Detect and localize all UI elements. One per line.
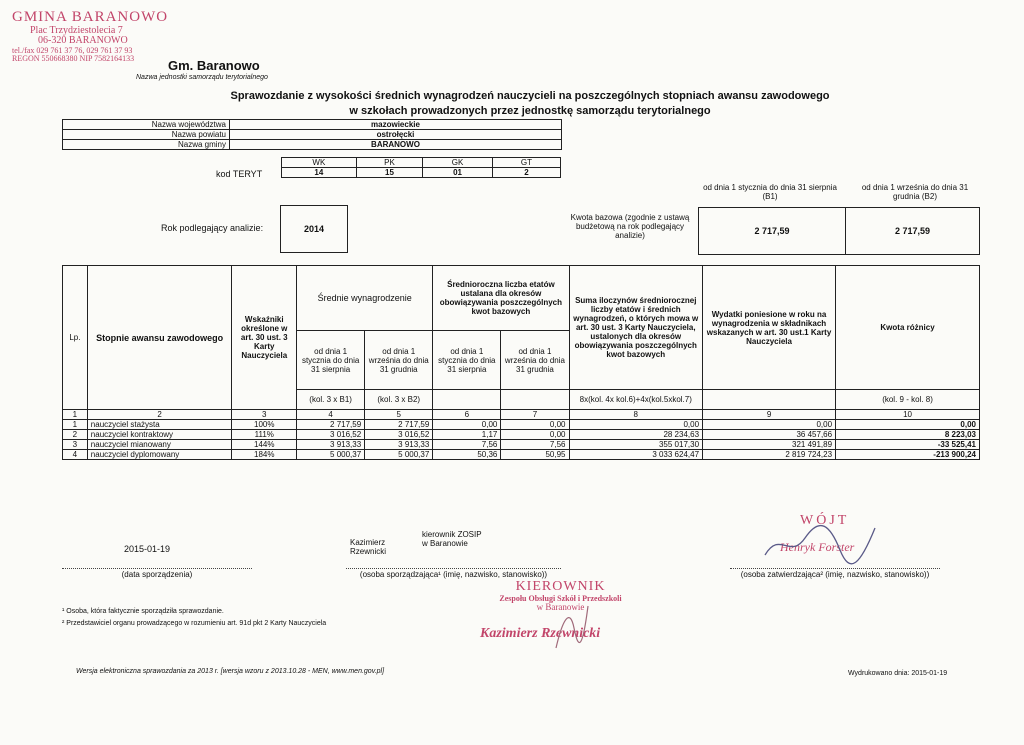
col-number: 2	[87, 410, 232, 420]
region-label: Nazwa powiatu	[63, 130, 230, 140]
wojt-signature-name: Henryk Forster	[780, 540, 855, 554]
header-suma-formula: 8x(kol. 4x kol.6)+4x(kol.5xkol.7)	[569, 390, 703, 410]
region-table	[62, 119, 562, 150]
teryt-header: WK	[282, 158, 357, 168]
cell-etaty-b2: 50,95	[501, 450, 569, 460]
gmina-stamp	[12, 10, 168, 64]
region-value: ostrołęcki	[230, 130, 562, 140]
cell-sred-b2: 3 913,33	[365, 440, 433, 450]
cell-suma: 0,00	[569, 420, 703, 430]
wojt-stamp: WÓJT	[800, 513, 850, 528]
cell-etaty-b2: 0,00	[501, 420, 569, 430]
signature-scribble	[548, 598, 598, 658]
header-srednie: Średnie wynagrodzenie	[297, 266, 433, 331]
cell-suma: 28 234,63	[569, 430, 703, 440]
year-value: 2014	[281, 206, 348, 253]
stamp-line: Zespołu Obsługi Szkół i Przedszkoli	[499, 593, 622, 603]
table-row	[63, 440, 980, 450]
cell-lp: 4	[63, 450, 88, 460]
cell-roznica: -33 525,41	[836, 440, 980, 450]
col-number: 10	[836, 410, 980, 420]
header-wskazniki: Wskaźniki określone w art. 30 ust. 3 Karty Nauczyciela	[232, 266, 297, 410]
cell-wskaznik: 144%	[232, 440, 297, 450]
stamp-title: KIEROWNIK	[515, 579, 606, 594]
footnote-1: ¹ Osoba, która faktycznie sporządziła sprawozdanie.	[62, 608, 224, 615]
base-b1: 2 717,59	[699, 208, 846, 255]
teryt-header: GT	[492, 158, 560, 168]
table-row	[63, 450, 980, 460]
title-line: Sprawozdanie z wysokości średnich wynagrodzeń nauczycieli na poszczególnych stopniach awansu zawodowego	[230, 90, 830, 102]
cell-etaty-b2: 0,00	[501, 430, 569, 440]
header-sred-b1: od dnia 1 stycznia do dnia 31 sierpnia	[297, 331, 365, 390]
header-stopnie: Stopnie awansu zawodowego	[87, 266, 232, 410]
col-number: 5	[365, 410, 433, 420]
stamp-line: REGON 550668380 NIP 7582164133	[12, 54, 135, 64]
cell-etaty-b1: 1,17	[433, 430, 501, 440]
header-sred-b1-note: (kol. 3 x B1)	[297, 390, 365, 410]
cell-wydatki: 321 491,89	[703, 440, 836, 450]
cell-wydatki: 36 457,66	[703, 430, 836, 440]
cell-stopien: nauczyciel dyplomowany	[87, 450, 232, 460]
cell-roznica: 0,00	[836, 420, 980, 430]
base-label: Kwota bazowa (zgodnie z ustawą budżetową na rok podlegający analizie)	[570, 213, 690, 240]
cell-suma: 3 033 624,47	[569, 450, 703, 460]
col-number: 4	[297, 410, 365, 420]
col-number: 7	[501, 410, 569, 420]
stamp-line: tel./fax 029 761 37 76, 029 761 37 93	[12, 45, 133, 55]
cell-etaty-b2: 7,56	[501, 440, 569, 450]
region-value: mazowieckie	[230, 120, 562, 130]
cell-wydatki: 0,00	[703, 420, 836, 430]
period-b2: od dnia 1 września do dnia 31 grudnia (B2)	[861, 183, 969, 201]
stamp-line: GMINA BARANOWO	[12, 9, 169, 25]
teryt-value: 01	[423, 168, 493, 178]
header-etaty: Średnioroczna liczba etatów ustalana dla okresów obowiązywania poszczególnych kwot bazowych	[433, 266, 569, 331]
preparer-role: kierownik ZOSIP w Baranowie	[422, 530, 482, 548]
col-number: 1	[63, 410, 88, 420]
header-roznica: Kwota różnicy	[836, 266, 980, 390]
table-row	[63, 420, 980, 430]
unit-caption: Nazwa jednostki samorządu terytorialnego	[136, 74, 268, 81]
year-label: Rok podlegający analizie:	[161, 223, 264, 233]
col-number: 9	[703, 410, 836, 420]
cell-wskaznik: 111%	[232, 430, 297, 440]
teryt-value: 14	[282, 168, 357, 178]
cell-suma: 355 017,30	[569, 440, 703, 450]
cell-etaty-b1: 0,00	[433, 420, 501, 430]
teryt-value: 15	[356, 168, 422, 178]
stamp-line: w Baranowie	[536, 602, 585, 613]
header-lp: Lp.	[63, 266, 88, 410]
cell-wydatki: 2 819 724,23	[703, 450, 836, 460]
header-roznica-note: (kol. 9 - kol. 8)	[836, 390, 980, 410]
cell-etaty-b1: 50,36	[433, 450, 501, 460]
title-line: w szkołach prowadzonych przez jednostkę samorządu terytorialnego	[349, 105, 711, 117]
period-b1: od dnia 1 stycznia do dnia 31 sierpnia (B1)	[703, 183, 837, 201]
report-date: 2015-01-19	[124, 544, 171, 554]
cell-lp: 2	[63, 430, 88, 440]
region-value: BARANOWO	[230, 140, 562, 150]
cell-sred-b1: 3 913,33	[297, 440, 365, 450]
header-etaty-b1: od dnia 1 stycznia do dnia 31 sierpnia	[433, 331, 501, 390]
teryt-label: kod TERYT	[216, 169, 263, 179]
year-box	[280, 205, 348, 253]
date-caption: (data sporządzenia)	[62, 568, 252, 579]
cell-sred-b1: 2 717,59	[297, 420, 365, 430]
cell-sred-b2: 2 717,59	[365, 420, 433, 430]
cell-sred-b1: 3 016,52	[297, 430, 365, 440]
table-row	[63, 430, 980, 440]
main-table	[62, 265, 980, 460]
cell-sred-b2: 3 016,52	[365, 430, 433, 440]
cell-sred-b2: 5 000,37	[365, 450, 433, 460]
cell-lp: 3	[63, 440, 88, 450]
region-label: Nazwa województwa	[63, 120, 230, 130]
header-wydatki: Wydatki poniesione w roku na wynagrodzenia w składnikach wskazanych w art. 30 ust.1 Karty Nauczyciela	[703, 266, 836, 390]
cell-stopien: nauczyciel stażysta	[87, 420, 232, 430]
cell-wskaznik: 100%	[232, 420, 297, 430]
teryt-table	[281, 157, 561, 178]
base-table	[698, 207, 980, 255]
region-label: Nazwa gminy	[63, 140, 230, 150]
header-etaty-b2: od dnia 1 września do dnia 31 grudnia	[501, 331, 569, 390]
unit-name: Gm. Baranowo	[168, 58, 260, 73]
cell-stopien: nauczyciel mianowany	[87, 440, 232, 450]
cell-etaty-b1: 7,56	[433, 440, 501, 450]
col-number: 3	[232, 410, 297, 420]
stamp-line: 06-320 BARANOWO	[38, 35, 128, 47]
teryt-header: GK	[423, 158, 493, 168]
preparer-caption: (osoba sporządzająca¹ (imię, nazwisko, stanowisko))	[346, 568, 561, 579]
kierownik-signature-name: Kazimierz Rzewnicki	[480, 626, 601, 641]
cell-stopien: nauczyciel kontraktowy	[87, 430, 232, 440]
cell-wskaznik: 184%	[232, 450, 297, 460]
header-suma: Suma iloczynów średniorocznej liczby etatów i średnich wynagrodzeń, o których mowa w art. 30 ust. 3 Karty Nauczyciela, ustalonych dla okresów obowiązywania poszczególnych kwot bazowych	[569, 266, 703, 390]
col-number: 6	[433, 410, 501, 420]
cell-sred-b1: 5 000,37	[297, 450, 365, 460]
teryt-value: 2	[492, 168, 560, 178]
preparer-name: Kazimierz Rzewnicki	[350, 538, 387, 556]
header-sred-b2-note: (kol. 3 x B2)	[365, 390, 433, 410]
stamp-line: Plac Trzydziestolecia 7	[30, 24, 123, 36]
footnote-2: ² Przedstawiciel organu prowadzącego w rozumieniu art. 91d pkt 2 Karty Nauczyciela	[62, 620, 327, 627]
page-title	[150, 89, 910, 119]
base-b2: 2 717,59	[846, 208, 980, 255]
approver-caption: (osoba zatwierdzająca² (imię, nazwisko, stanowisko))	[730, 568, 940, 579]
header-sred-b2: od dnia 1 września do dnia 31 grudnia	[365, 331, 433, 390]
cell-lp: 1	[63, 420, 88, 430]
cell-roznica: -213 900,24	[836, 450, 980, 460]
printed-date: Wydrukowano dnia: 2015-01-19	[848, 670, 948, 677]
version-note: Wersja elektroniczna sprawozdania za 2013 r. [wersja wzoru z 2013.10.28 - MEN, www.men.gov.pl]	[76, 668, 385, 675]
teryt-header: PK	[356, 158, 422, 168]
wojt-signature-scribble	[760, 520, 880, 570]
cell-roznica: 8 223,03	[836, 430, 980, 440]
col-number: 8	[569, 410, 703, 420]
